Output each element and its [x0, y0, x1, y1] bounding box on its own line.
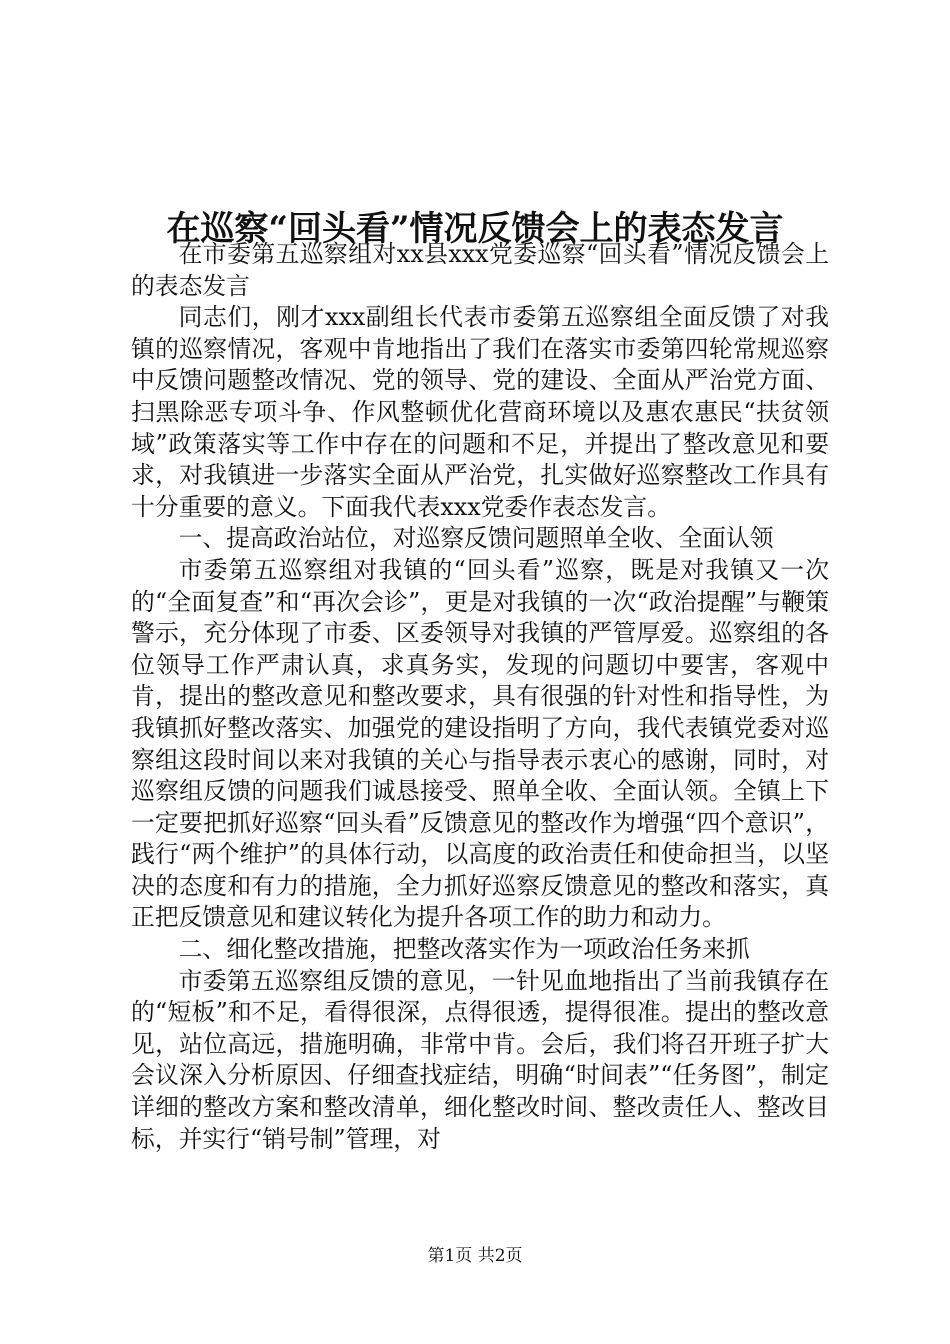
section-heading-1: 一、提高政治站位，对巡察反馈问题照单全收、全面认领 [178, 524, 774, 553]
paragraph-section-1: 市委第五巡察组对我镇的“回头看”巡察，既是对我镇又一次的“全面复查”和“再次会诊”，更是对我镇的一次“政治提醒”与鞭策警示，充分体现了市委、区委领导对我镇的严管厚爱。巡察组的各位领导工作严肃认真，求真务实，发现的问题切中要害，客观中肯，提出的整改意见和整改要求，具有很强的针对性和指导性，为我镇抓好整改落实、加强党的建设指明了方向，我代表镇党委对巡察组这段时间以来对我镇的关心与指导表示衷心的感谢，同时，对巡察组反馈的问题我们诚恳接受、照单全收、全面认领。全镇上下一定要把抓好巡察“回头看”反馈意见的整改作为增强“四个意识”，践行“两个维护”的具体行动，以高度的政治责任和使命担当，以坚决的态度和有力的措施，全力抓好巡察反馈意见的整改和落实，真正把反馈意见和建议转化为提升各项工作的助力和动力。 [131, 555, 829, 932]
document-body [131, 239, 829, 1155]
paragraph-opening: 同志们，刚才xxx副组长代表市委第五巡察组全面反馈了对我镇的巡察情况，客观中肯地指出了我们在落实市委第四轮常规巡察中反馈问题整改情况、党的领导、党的建设、全面从严治党方面、扫黑除恶专项斗争、作风整顿优化营商环境以及惠农惠民“扶贫领域”政策落实等工作中存在的问题和不足，并提出了整改意见和要求，对我镇进一步落实全面从严治党，扎实做好巡察整改工作具有十分重要的意义。下面我代表xxx党委作表态发言。 [131, 303, 829, 521]
paragraph-section-2: 市委第五巡察组反馈的意见，一针见血地指出了当前我镇存在的“短板”和不足，看得很深，点得很透，提得很准。提出的整改意见，站位高远，措施明确，非常中肯。会后，我们将召开班子扩大会议深入分析原因、仔细查找症结，明确“时间表”“任务图”，制定详细的整改方案和整改清单，细化整改时间、整改责任人、整改目标，并实行“销号制”管理，对 [131, 966, 829, 1153]
page-title: 在巡察“回头看”情况反馈会上的表态发言 [166, 208, 784, 249]
page-number-footer: 第1页 共2页 [427, 1246, 523, 1266]
section-heading-2: 二、细化整改措施，把整改落实作为一项政治任务来抓 [178, 935, 750, 964]
paragraph-subtitle: 在市委第五巡察组对xx县xxx党委巡察“回头看”情况反馈会上的表态发言 [131, 240, 829, 300]
